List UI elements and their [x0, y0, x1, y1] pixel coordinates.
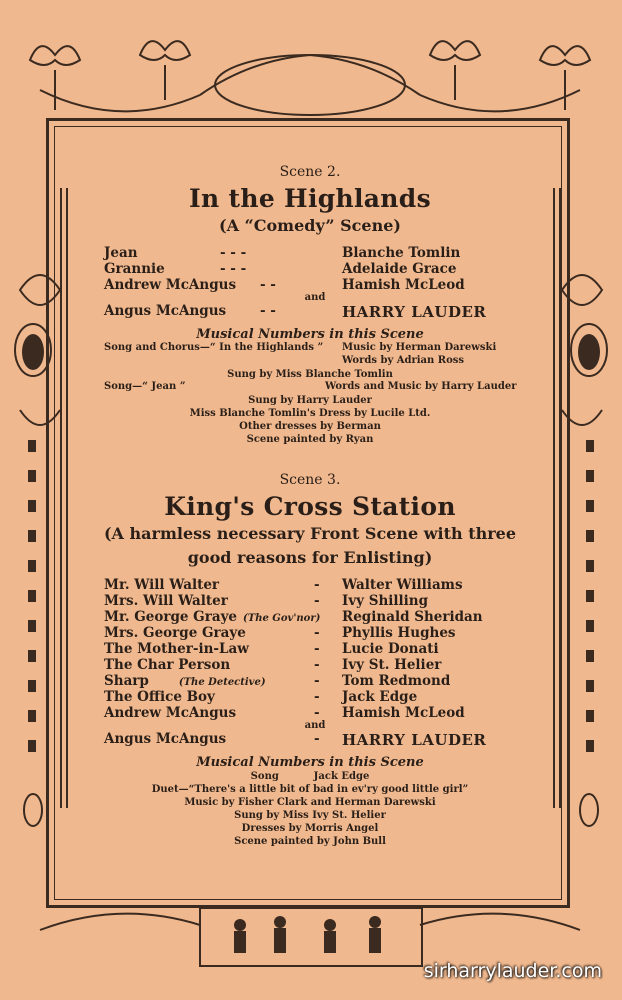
cast-row	[70, 625, 550, 641]
cast-role	[104, 673, 266, 689]
cast-role: The Char Person	[104, 657, 231, 673]
song-credit: Words and Music by Harry Lauder	[325, 381, 517, 392]
scene-2-subtitle: (A “Comedy” Scene)	[219, 216, 401, 235]
cast-role: Jean	[104, 245, 138, 261]
cast-separator: -	[314, 689, 320, 705]
cast-row	[70, 261, 550, 277]
song-credit: Music by Herman Darewski	[342, 342, 497, 353]
cast-row	[70, 657, 550, 673]
scene-3-music-heading: Musical Numbers in this Scene	[196, 755, 424, 770]
cast-actor: Reginald Sheridan	[342, 609, 483, 625]
duet-line: Duet—“There's a little bit of bad in ev'ry good little girl”	[151, 784, 469, 795]
cast-actor: Blanche Tomlin	[342, 245, 461, 261]
cast-separator: -	[314, 657, 320, 673]
cast-separator: -	[314, 577, 320, 593]
scene-2-label: Scene 2.	[279, 164, 341, 180]
song-credit: Words by Adrian Ross	[342, 355, 465, 366]
scene-2-music-heading: Musical Numbers in this Scene	[196, 327, 424, 342]
cast-actor: Walter Williams	[342, 577, 463, 593]
cast-role-name: Sharp	[104, 673, 149, 689]
cast-row	[70, 593, 550, 609]
scene-3-label: Scene 3.	[279, 472, 341, 488]
cast-separator: - -	[260, 277, 276, 293]
scene-2	[70, 164, 550, 446]
scene-2-title: In the Highlands	[189, 184, 431, 213]
programme-content	[70, 150, 550, 848]
cast-separator: -	[314, 673, 320, 689]
cast-row-star	[70, 731, 550, 749]
cast-role-note: (The Detective)	[178, 677, 266, 688]
song-line: Song Jack Edge	[250, 771, 370, 782]
song-row	[70, 342, 550, 355]
cast-row-star	[70, 303, 550, 321]
cast-actor-star: HARRY LAUDER	[342, 303, 487, 321]
cast-row	[70, 277, 550, 293]
cast-actor: Tom Redmond	[342, 673, 451, 689]
cast-actor: Adelaide Grace	[342, 261, 457, 277]
cast-row	[70, 609, 550, 625]
cast-role: The Mother-in-Law	[104, 641, 249, 657]
cast-row	[70, 673, 550, 689]
cast-row	[70, 577, 550, 593]
cast-separator: -	[314, 731, 320, 747]
cast-row	[70, 641, 550, 657]
cast-actor-star: HARRY LAUDER	[342, 731, 487, 749]
cast-row	[70, 689, 550, 705]
cast-role: Andrew McAngus	[104, 277, 237, 293]
scene-3-title: King's Cross Station	[164, 492, 456, 521]
cast-actor: Hamish McLeod	[342, 705, 465, 721]
credit-line: Other dresses by Berman	[239, 421, 381, 432]
cast-separator: -	[314, 641, 320, 657]
credit-line: Miss Blanche Tomlin's Dress by Lucile Ltd.	[189, 408, 431, 419]
cast-row	[70, 245, 550, 261]
cast-role: Mr. Will Walter	[104, 577, 220, 593]
song-sung-by: Sung by Miss Blanche Tomlin	[227, 369, 393, 380]
song-title: Song and Chorus—“ In the Highlands ”	[104, 342, 324, 353]
duet-music-credit: Music by Fisher Clark and Herman Darewski	[184, 797, 436, 808]
credit-line: Scene painted by Ryan	[246, 434, 374, 445]
cast-role: Angus McAngus	[104, 731, 227, 747]
cast-role: Mrs. George Graye	[104, 625, 246, 641]
scene-2-cast-list	[70, 245, 550, 321]
cast-separator: - - -	[220, 245, 247, 261]
left-frame-band	[60, 188, 68, 808]
scene-3	[70, 472, 550, 848]
credit-line: Scene painted by John Bull	[234, 836, 386, 847]
cast-role-note: (The Gov'nor)	[243, 613, 321, 624]
cast-separator: -	[314, 705, 320, 721]
scene-3-subtitle-line2: good reasons for Enlisting)	[187, 548, 433, 567]
cast-role: Grannie	[104, 261, 165, 277]
cast-separator: - -	[260, 303, 276, 319]
website-watermark: sirharrylauder.com	[423, 960, 602, 982]
right-frame-band	[553, 188, 561, 808]
cast-and: and	[304, 720, 326, 731]
cast-role	[104, 609, 320, 625]
cast-actor: Jack Edge	[342, 689, 418, 705]
cast-separator: -	[314, 625, 320, 641]
credit-line: Dresses by Morris Angel	[241, 823, 379, 834]
cast-actor: Ivy St. Helier	[342, 657, 442, 673]
duet-sung-by: Sung by Miss Ivy St. Helier	[234, 810, 386, 821]
song-title: Song—“ Jean ”	[104, 381, 186, 392]
cast-role: The Office Boy	[104, 689, 215, 705]
cast-actor: Lucie Donati	[342, 641, 439, 657]
cast-actor: Ivy Shilling	[342, 593, 429, 609]
scene-3-subtitle-line1: (A harmless necessary Front Scene with three	[103, 524, 517, 543]
song-row	[70, 381, 550, 394]
cast-separator: -	[314, 593, 320, 609]
cast-and: and	[304, 292, 326, 303]
song-row	[70, 355, 550, 368]
scene-3-cast-list	[70, 577, 550, 749]
cast-row	[70, 705, 550, 721]
cast-actor: Phyllis Hughes	[342, 625, 456, 641]
cast-actor: Hamish McLeod	[342, 277, 465, 293]
cast-separator: - - -	[220, 261, 247, 277]
cast-role: Andrew McAngus	[104, 705, 237, 721]
cast-role: Angus McAngus	[104, 303, 227, 319]
cast-role: Mrs. Will Walter	[104, 593, 228, 609]
song-sung-by: Sung by Harry Lauder	[248, 395, 372, 406]
cast-role-name: Mr. George Graye	[104, 609, 238, 625]
